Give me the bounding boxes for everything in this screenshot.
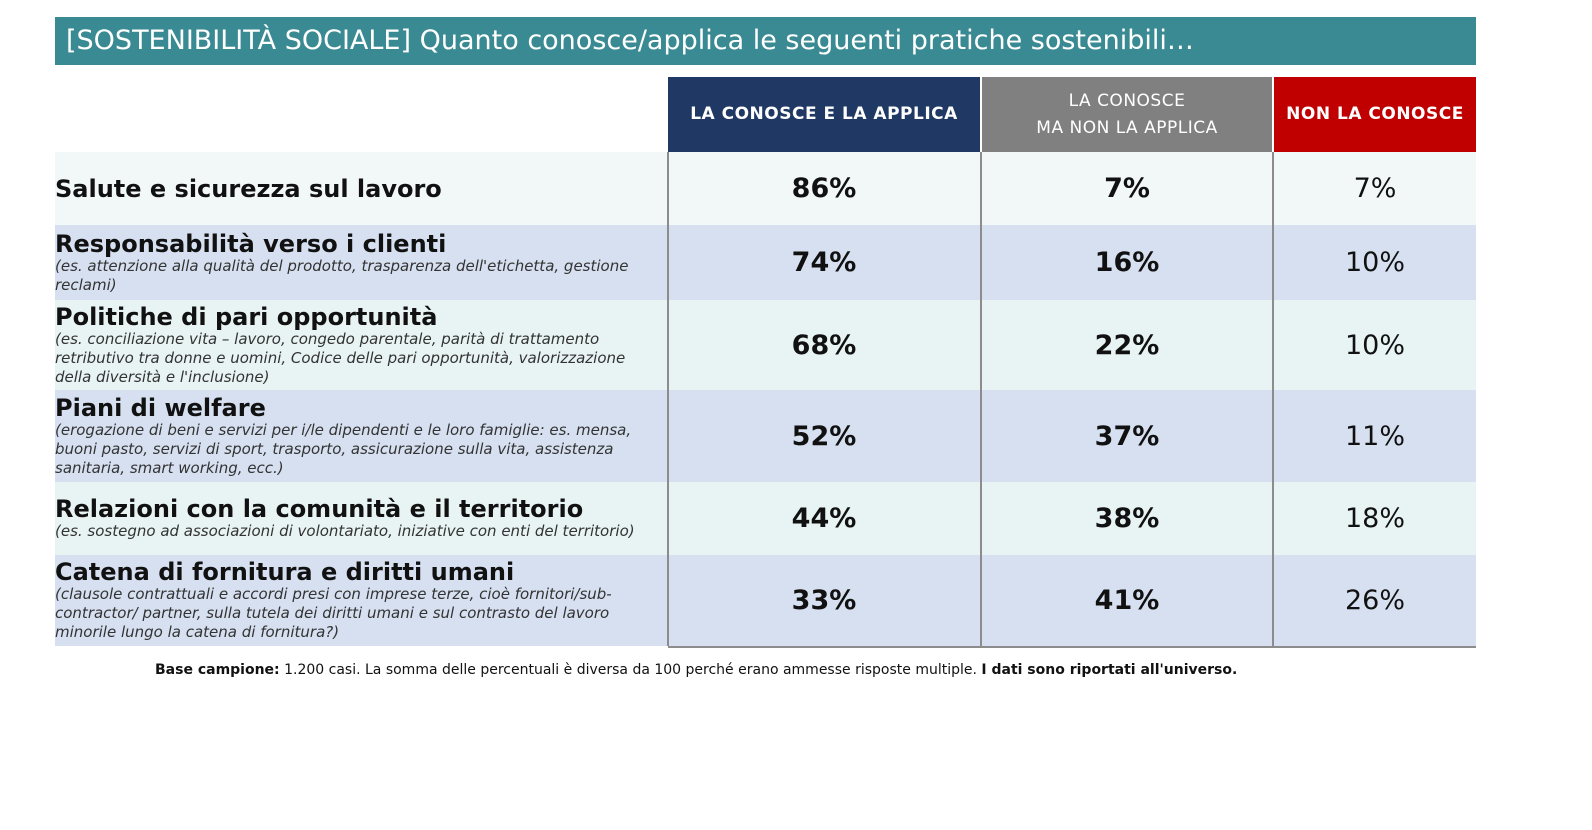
table-header (55, 77, 1476, 152)
table-body (55, 152, 1476, 646)
value-non-applica: 7% (1104, 173, 1150, 204)
row-label (55, 555, 665, 646)
footnote-lead: Base campione: (155, 662, 280, 678)
value-non-conosce: 18% (1344, 503, 1405, 534)
table-bottom-border (668, 646, 1476, 648)
column-divider (980, 152, 982, 646)
table-row (55, 152, 1476, 225)
column-divider (667, 152, 669, 646)
value-non-applica: 22% (1094, 329, 1160, 361)
col-header-applica: LA CONOSCE E LA APPLICA (668, 77, 980, 152)
row-note: (es. sostegno ad associazioni di volontariato, iniziative con enti del territorio) (55, 522, 635, 540)
data-table (55, 77, 1476, 646)
row-title: Piani di welfare (55, 393, 266, 422)
row-label (55, 300, 665, 390)
column-divider (1272, 152, 1274, 646)
value-non-conosce: 7% (1353, 173, 1397, 204)
col-header-non-conosce: NON LA CONOSCE (1274, 77, 1476, 152)
footnote-tail: I dati sono riportati all'universo. (981, 662, 1238, 678)
value-applica: 86% (791, 173, 857, 204)
value-non-conosce: 11% (1344, 420, 1405, 452)
table-row (55, 225, 1476, 300)
value-non-applica: 16% (1094, 247, 1160, 278)
value-applica: 33% (791, 585, 857, 616)
table-row (55, 390, 1476, 482)
row-title: Salute e sicurezza sul lavoro (55, 174, 442, 203)
row-label (55, 482, 665, 555)
value-applica: 68% (791, 329, 857, 361)
row-note: (es. attenzione alla qualità del prodotto, trasparenza dell'etichetta, gestione reclami) (55, 256, 629, 294)
value-applica: 52% (791, 420, 857, 452)
value-applica: 44% (791, 503, 857, 534)
col-header-non-applica: LA CONOSCE MA NON LA APPLICA (982, 77, 1272, 152)
row-title: Relazioni con la comunità e il territorio (55, 495, 584, 523)
value-non-applica: 41% (1094, 585, 1160, 616)
table-row (55, 300, 1476, 390)
footnote-text: 1.200 casi. La somma delle percentuali è diversa da 100 perché erano ammesse risposte multiple. (279, 662, 982, 678)
footnote (155, 662, 1237, 678)
row-label (55, 225, 665, 300)
row-title: Politiche di pari opportunità (55, 302, 438, 331)
table-row (55, 555, 1476, 646)
value-non-conosce: 26% (1344, 585, 1405, 616)
row-title: Responsabilità verso i clienti (55, 229, 447, 258)
row-note: (es. conciliazione vita – lavoro, congedo parentale, parità di trattamento retributivo tra donne e uomini, Codice delle pari opportunità, valorizzazione della diversità e l'inclusione) (55, 329, 626, 386)
value-non-applica: 38% (1094, 503, 1160, 534)
row-label (55, 390, 665, 482)
row-label (55, 152, 665, 225)
value-non-conosce: 10% (1344, 329, 1405, 361)
table-row (55, 482, 1476, 555)
value-non-conosce: 10% (1344, 247, 1405, 278)
page-title: [SOSTENIBILITÀ SOCIALE] Quanto conosce/applica le seguenti pratiche sostenibili… (55, 17, 1476, 65)
row-note: (clausole contrattuali e accordi presi con imprese terze, cioè fornitori/sub-contractor/ partner, sulla tutela dei diritti umani e sul contrasto del lavoro minorile lungo la catena di fornitura?) (55, 585, 612, 641)
value-non-applica: 37% (1094, 420, 1160, 452)
value-applica: 74% (791, 247, 857, 278)
row-note: (erogazione di beni e servizi per i/le dipendenti e le loro famiglie: es. mensa, buoni pasto, servizi di sport, trasporto, assicurazione sulla vita, assistenza sanitaria, smart working, ecc.) (55, 420, 632, 477)
row-title: Catena di fornitura e diritti umani (55, 558, 515, 586)
